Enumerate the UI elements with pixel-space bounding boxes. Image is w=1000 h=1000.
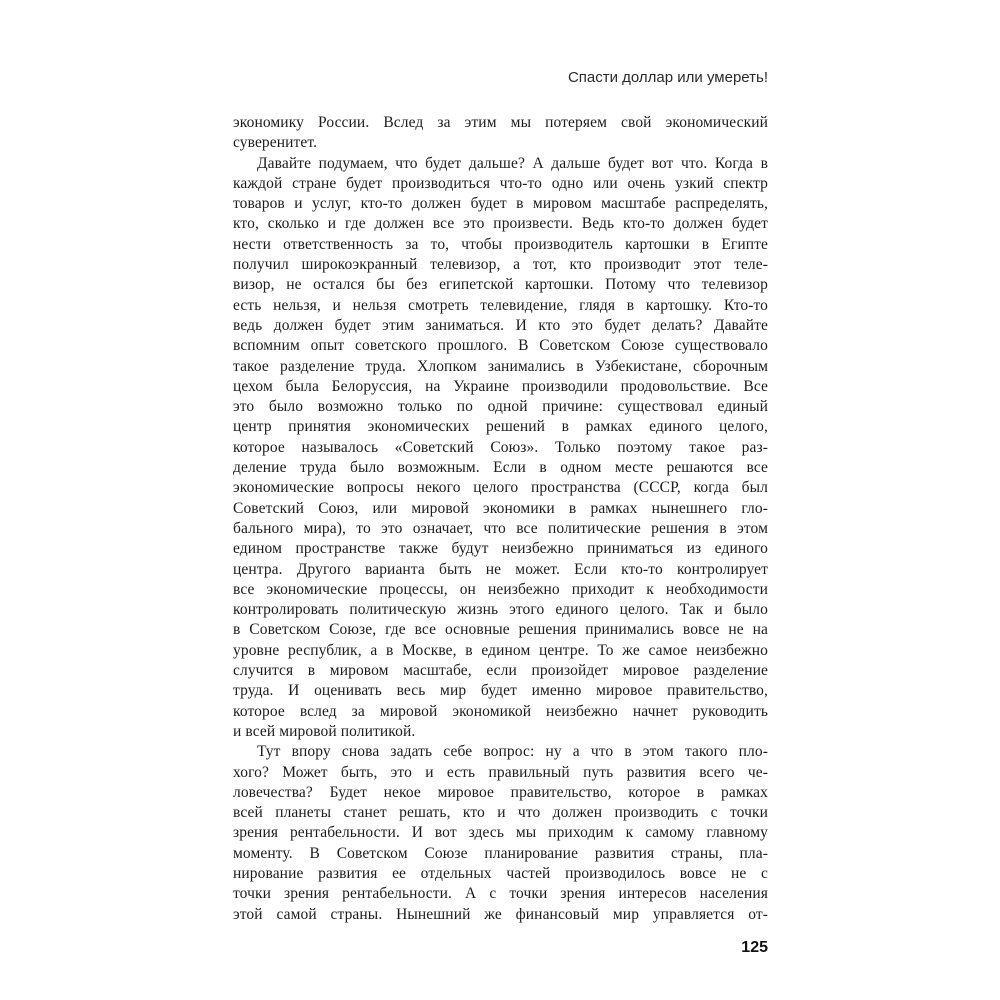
text-line: есть нельзя, и нельзя смотреть телевидение, глядя в картошку. Кто-то [233,296,768,314]
text-line: всей планеты станет решать, кто и что должен производить с точки [233,804,768,822]
text-line: нести ответственность за то, чтобы производитель картошки в Египте [233,235,768,253]
text-line: едином пространстве также будут неизбежно приниматься из единого [233,540,768,558]
text-line: контролировать политическую жизнь этого единого целого. Так и было [233,601,768,619]
text-line: труда. И оценивать весь мир будет именно мировое правительство, [233,682,768,700]
text-line: хого? Может быть, это и есть правильный путь развития всего че- [233,763,768,781]
text-line: каждой стране будет производиться что-то одно или очень узкий спектр [233,174,768,192]
text-line: это было возможно только по одной причине: существовал единый [233,398,768,416]
text-line: экономические вопросы некого целого пространства (СССР, когда был [233,479,768,497]
body-text [233,113,768,925]
text-line: Давайте подумаем, что будет дальше? А дальше будет вот что. Когда в [257,154,768,172]
text-line: нирование развития ее отдельных частей производилось вовсе не с [233,864,768,882]
text-line: этой самой страны. Нынешний же финансовый мир управляется от- [233,905,768,923]
text-line: Тут впору снова задать себе вопрос: ну а что в этом такого пло- [257,743,768,761]
page-number: 125 [741,938,768,956]
text-line: ловечества? Будет некое мировое правительство, которое в рамках [233,783,768,801]
text-line: товаров и услуг, кто-то должен будет в мировом масштабе распределять, [233,195,768,213]
text-line: визор, не остался бы без египетской картошки. Потому что телевизор [233,276,768,294]
text-line: точки зрения рентабельности. А с точки зрения интересов населения [233,885,768,903]
text-line: ведь должен будет этим заниматься. И кто это будет делать? Давайте [233,316,768,334]
text-line: в Советском Союзе, где все основные решения принимались вовсе не на [233,621,768,639]
text-line: случится в мировом масштабе, если произойдет мировое разделение [233,662,768,680]
text-line: которое вслед за мировой экономикой неизбежно начнет руководить [233,702,768,720]
text-line: деление труда было возможным. Если в одном месте решаются все [233,459,768,477]
text-line: и всей мировой политикой. [233,722,416,740]
text-line: которое называлось «Советский Союз». Только поэтому такое раз- [233,438,768,456]
text-line: центр принятия экономических решений в рамках единого целого, [233,418,768,436]
text-line: зрения рентабельности. И вот здесь мы приходим к самому главному [233,824,768,842]
text-line: уровне республик, а в Москве, в едином центре. То же самое неизбежно [233,641,768,659]
text-line: все экономические процессы, он неизбежно приходит к необходимости [233,580,768,598]
text-line: Советский Союз, или мировой экономики в рамках нынешнего гло- [233,499,768,517]
text-line: суверенитет. [233,134,318,152]
text-line: кто, сколько и где должен все это произвести. Ведь кто-то должен будет [233,215,768,233]
text-line: такое разделение труда. Хлопком занимались в Узбекистане, сборочным [233,357,768,375]
text-line: центра. Другого варианта быть не может. Если кто-то контролирует [233,560,768,578]
text-line: бального мира), то это означает, что все политические решения в этом [233,519,768,537]
text-line: вспомним опыт советского прошлого. В Советском Союзе существовало [233,337,768,355]
text-line: получил широкоэкранный телевизор, а тот, кто производит этот теле- [233,256,768,274]
text-line: экономику России. Вслед за этим мы потеряем свой экономический [233,114,768,131]
running-header: Спасти доллар или умереть! [567,69,768,86]
text-line: моменту. В Советском Союзе планирование развития страны, пла- [233,844,768,862]
text-line: цехом была Белоруссия, на Украине производили продовольствие. Все [233,377,768,395]
